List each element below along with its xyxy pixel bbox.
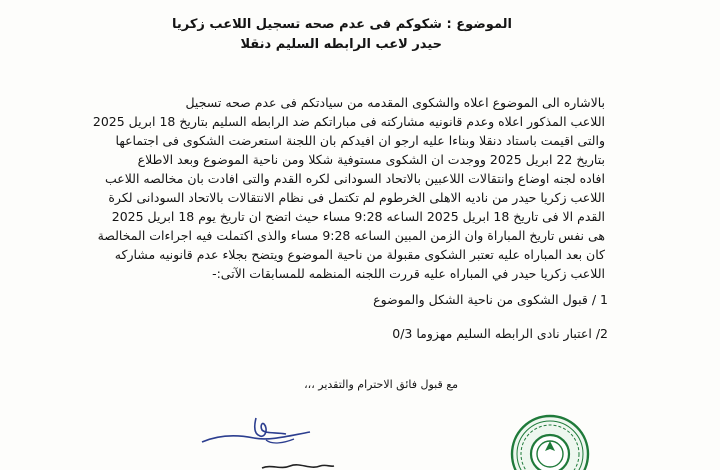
body-line: اللاعب زكريا حيدر في المباراه عليه قررت اللجنه المنظمه للمسابقات الآتى:- [212,266,605,281]
subject-line-1: الموضوع : شكوكم فى عدم صحه تسجيل اللاعب زكريا [172,17,512,32]
organization-seal [510,414,590,470]
body-line: افاده لجنه اوضاع وانتقالات اللاعبين بالاتحاد السودانى لكره القدم والتى افادت بان مخالصه اللاعب [104,171,605,186]
body-line: كان بعد المباراه عليه تعتبر الشكوى مقبولة من ناحية الموضوع ويتضح بجلاء عدم قانونيه مشاركه [114,247,605,262]
body-line: اللاعب زكريا حيدر من ناديه الاهلى الخرطوم لم تكتمل فى نظام الانتقالات بالاتحاد السودانى لكرة [108,190,605,205]
decision-item-2: 2/ اعتبار نادى الرابطه السليم مهزوما 0/3 [392,326,608,341]
body-line: هى نفس تاريخ المباراة وان الزمن المبين الساعه 9:28 مساء والذى اكتملت فيه اجراءات المخالصة [97,228,605,243]
body-line: بالاشاره الى الموضوع اعلاه والشكوى المقدمه من سيادتكم فى عدم صحه تسجيل [185,95,605,110]
signature-name-scribble [258,458,338,470]
body-line: والتى اقيمت باستاد دنقلا وبناءا عليه ارجو ان افيدكم بان اللجنة استعرضت الشكوى فى اجتماعها [115,133,605,148]
body-line: القدم الا فى تاريخ 18 ابريل 2025 الساعه 9:28 مساء حيث اتضح ان تاريخ يوم 18 ابريل 2025 [111,209,605,224]
subject-line-2: حيدر لاعب الرابطه السليم دنقلا [240,37,442,52]
body-line: بتاريخ 22 ابريل 2025 ووجدت ان الشكوى مستوفية شكلا ومن ناحية الموضوع وبعد الاطلاع [137,152,605,167]
decision-item-1: 1 / قبول الشكوى من ناحية الشكل والموضوع [373,292,608,307]
signature-image [196,412,316,454]
body-line: اللاعب المذكور اعلاه وعدم قانونيه مشاركته فى مباراتكم ضد الرابطه السليم بتاريخ 18 ابريل 2025 [92,114,605,129]
closing-line: مع قبول فائق الاحترام والتقدير ،،، [304,378,458,391]
